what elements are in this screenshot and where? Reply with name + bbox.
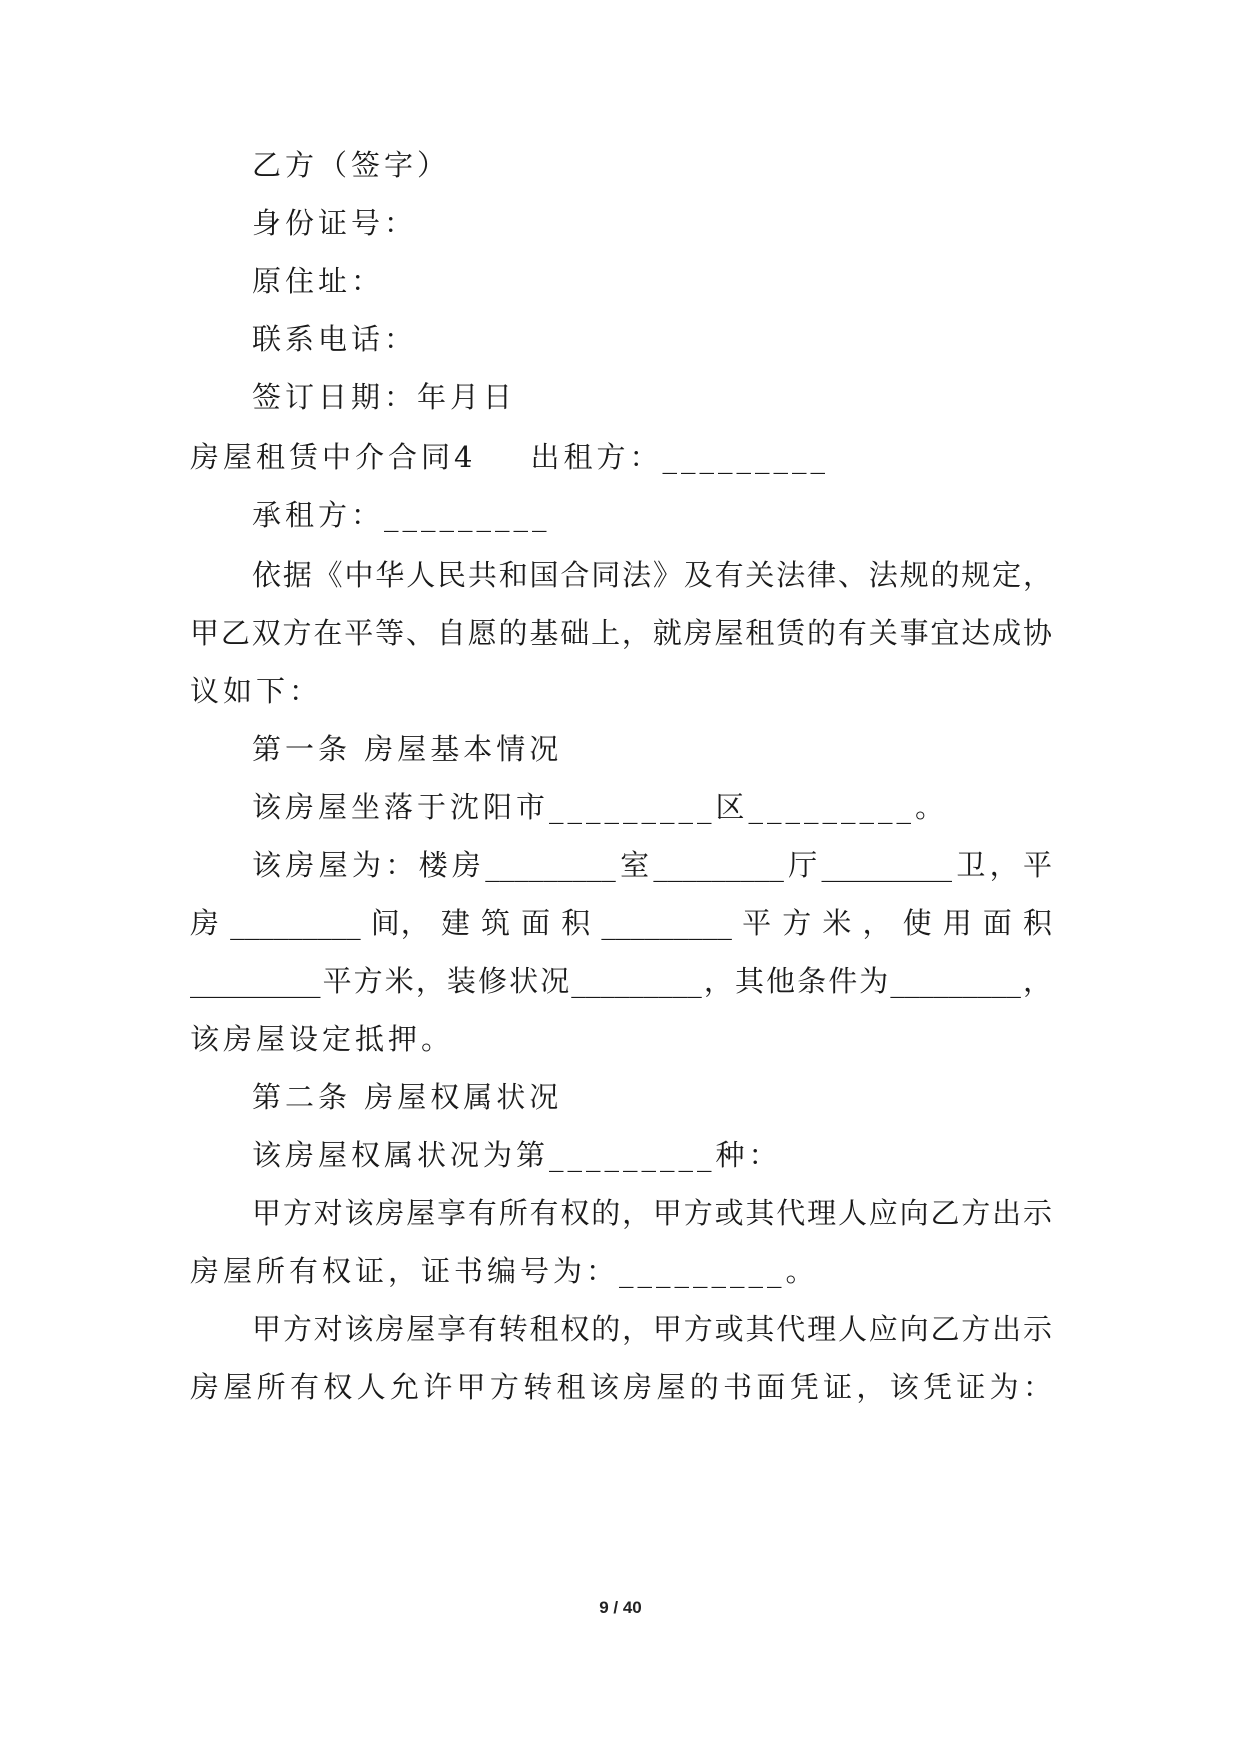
id-number-label: 身份证号： (252, 206, 418, 240)
paragraph-line: _________平方米，装修状况_________，其他条件为_________， (190, 964, 1052, 998)
contract-heading-line (190, 437, 829, 477)
contact-phone-label: 联系电话： (252, 322, 418, 356)
paragraph-line: 该房屋为：楼房_________室_________厅_________卫，平 (252, 848, 1052, 882)
paragraph-line: 该房屋坐落于沈阳市_________区_________。 (252, 790, 949, 824)
signing-date-label: 签订日期：年月日 (252, 380, 517, 414)
party-b-signature-label: 乙方（签字） (252, 148, 451, 182)
paragraph-line: 甲方对该房屋享有转租权的，甲方或其代理人应向乙方出示 (252, 1312, 1052, 1346)
paragraph-line: 房 _________ 间， 建 筑 面 积 _________ 平 方 米 ， 使 用 面 积 (190, 906, 1052, 940)
paragraph-line: 房屋所有权人允许甲方转租该房屋的书面凭证，该凭证为： (190, 1370, 1052, 1404)
paragraph-line: 该房屋设定抵押。 (190, 1022, 455, 1056)
page-number: 9 / 40 (599, 1598, 642, 1617)
paragraph-line: 该房屋权属状况为第_________种： (252, 1138, 782, 1172)
lessor-field: 出租方：_________ (530, 440, 829, 474)
paragraph-line: 甲方对该房屋享有所有权的，甲方或其代理人应向乙方出示 (252, 1196, 1052, 1230)
paragraph-line: 房屋所有权证，证书编号为：_________。 (190, 1254, 819, 1288)
paragraph-line: 甲乙双方在平等、自愿的基础上，就房屋租赁的有关事宜达成协 (190, 616, 1052, 650)
paragraph-line: 依据《中华人民共和国合同法》及有关法律、法规的规定， (252, 558, 1052, 592)
lessee-field: 承租方：_________ (252, 498, 551, 532)
paragraph-line: 议如下： (190, 674, 323, 708)
contract-title: 房屋租赁中介合同4 (190, 440, 477, 474)
article-one-heading: 第一条 房屋基本情况 (252, 732, 563, 766)
article-two-heading: 第二条 房屋权属状况 (252, 1080, 563, 1114)
original-address-label: 原住址： (252, 264, 385, 298)
